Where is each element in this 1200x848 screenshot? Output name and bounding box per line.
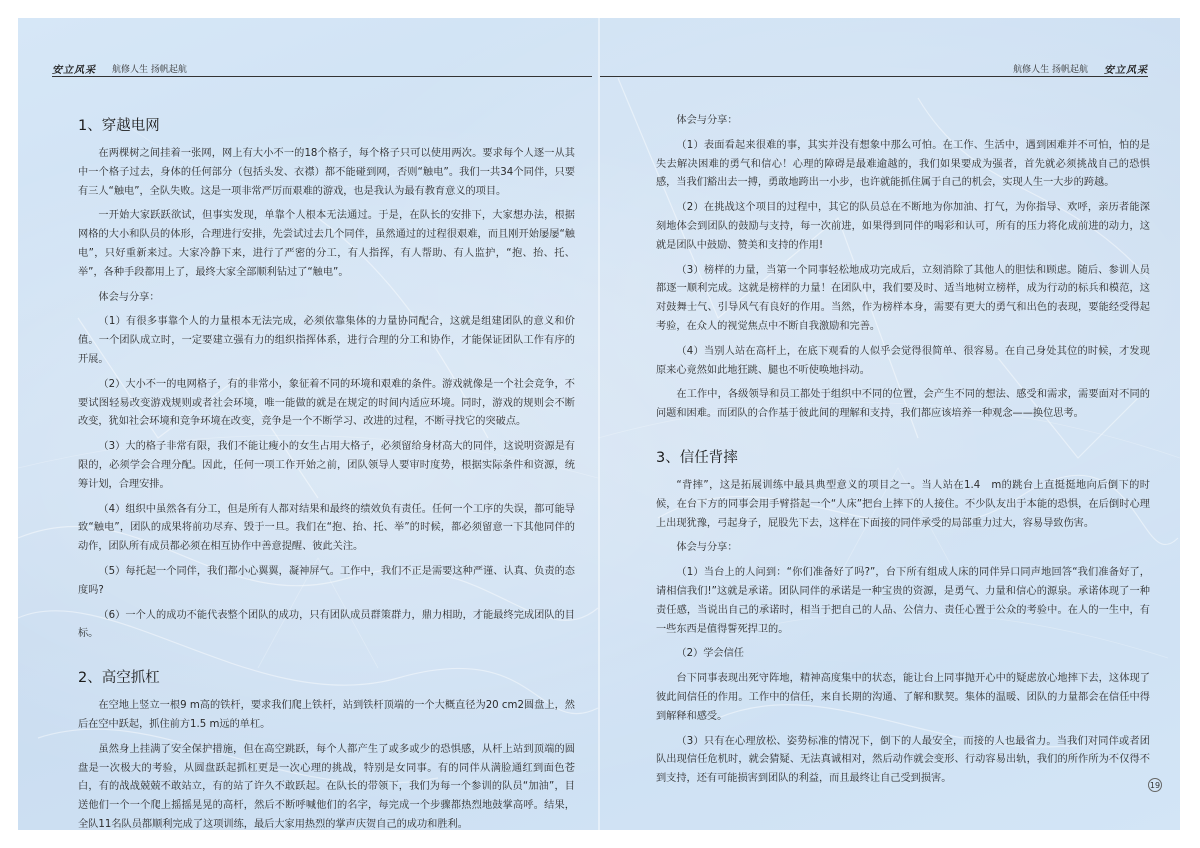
header-rule	[600, 76, 1148, 77]
section-title-2: 2、高空抓杠	[78, 670, 160, 687]
paragraph: 在工作中，各级领导和员工都处于组织中不同的位置，会产生不同的想法、感受和需求，需要面对不同的问题和困难。而团队的合作基于彼此间的理解和支持，我们都应该培养一种观念——换位思考。	[656, 389, 1150, 420]
paragraph: （2）大小不一的电网格子，有的非常小，象征着不同的环境和艰难的条件。游戏就像是一个社会竞争，不要试图轻易改变游戏规则或者社会环境，唯一能做的就是在规定的时间内适应环境。同时，游戏的规则会不断改变，犹如社会环境和竞争环境在改变，竞争是一个不断学习、改进的过程，不断寻找它的突破点。	[78, 378, 575, 428]
paragraph: 在空地上竖立一根9 m高的铁杆，要求我们爬上铁杆，站到铁杆顶端的一个大概直径为20 cm2圆盘上，然后在空中跃起，抓住前方1.5 m远的单杠。	[78, 700, 575, 730]
right-content	[656, 112, 1150, 795]
magazine-spread	[18, 18, 1180, 830]
paragraph: （2）在挑战这个项目的过程中，其它的队员总在不断地为你加油、打气，为你指导、欢呼，亲历者能深刻地体会到团队的鼓励与支持，每一次前进，如果得到同伴的喝彩和认可，所有的压力将化成前进的动力，这就是团队中鼓励、赞美和支持的作用!	[656, 202, 1150, 251]
header-tagline: 航修人生 扬帆起航	[1013, 64, 1088, 75]
paragraph: （2）学会信任	[676, 648, 744, 660]
header-rule	[52, 76, 592, 77]
paragraph: （1）当台上的人问到：“你们准备好了吗?”，台下所有组成人床的同伴异口同声地回答“我们准备好了，请相信我们!”这就是承诺。团队同伴的承诺是一种宝贵的资源，是勇气、力量和信心的源泉。承诺体现了一种责任感，当说出自己的承诺时，相当于把自己的人品、公信力、责任心置于公众的考验中。在人的一生中，有一些东西是值得誓死捍卫的。	[656, 567, 1150, 635]
section-title-1: 1、穿越电网	[78, 118, 160, 134]
left-content	[78, 114, 575, 830]
paragraph: （4）组织中虽然各有分工，但是所有人都对结果和最终的绩效负有责任。任何一个工序的失误，都可能导致“触电”，团队的成果将前功尽弃、毁于一旦。我们在“抱、抬、托、举”的时候，都必须留意一下其他同伴的动作，团队所有成员都必须在相互协作中善意提醒、彼此关注。	[78, 503, 575, 553]
paragraph: 体会与分享：	[676, 542, 738, 554]
paragraph: “背摔”，这是拓展训练中最具典型意义的项目之一。当人站在1.4 m的跳台上直挺挺地向后倒下的时候，在台下方的同事会用手臂搭起一个“人床”把台上摔下的人接住。不少队友出于本能的恐惧，在后倒时心理上出现犹豫，弓起身子，屁股先下去，这样在下面接的同伴承受的局部重力过大，容易导致伤害。	[656, 479, 1150, 529]
left-page	[18, 18, 598, 830]
paragraph: 台下同事表现出死守阵地，精神高度集中的状态，能让台上同事抛开心中的疑虑放心地摔下去，这体现了彼此间信任的作用。工作中的信任，来自长期的沟通、了解和默契。集体的温暖、团队的力量都会在信任中得到解释和感受。	[656, 673, 1150, 722]
paragraph: （1）表面看起来很难的事，其实并没有想象中那么可怕。在工作、生活中，遇到困难并不可怕，怕的是失去解决困难的勇气和信心！心理的障碍是最难逾越的，我们如果要成为强者，首先就必须挑战自己的恐惧感，当我们豁出去一搏，勇敢地跨出一小步，也许就能抓住属于自己的机会，实现人生一大步的跨越。	[656, 139, 1150, 189]
paragraph: 体会与分享：	[676, 115, 738, 126]
right-page	[600, 18, 1180, 830]
paragraph: （6）一个人的成功不能代表整个团队的成功，只有团队成员群策群力，鼎力相助，才能最终完成团队的目标。	[78, 609, 575, 640]
paragraph: 一开始大家跃跃欲试，但事实发现，单靠个人根本无法通过。于是，在队长的安排下，大家想办法，根据网格的大小和队员的体形，合理进行安排，先尝试过去几个同伴，虽然通过的过程很艰难，而且刚开始屡屡“触电”，只好重新来过。大家冷静下来，进行了严密的分工，有人指挥，有人帮助、有人监护，“抱、抬、托、举”，各种手段都用上了，最终大家全部顺利钻过了“触电”。	[78, 210, 575, 278]
right-header	[600, 60, 1148, 76]
paragraph: （3）大的格子非常有限，我们不能让瘦小的女生占用大格子，必须留给身材高大的同伴，这说明资源是有限的，必须学会合理分配。因此，任何一项工作开始之前，团队领导人要审时度势，根据实际条件和资源，统筹计划，合理安排。	[78, 441, 575, 490]
left-header	[52, 60, 592, 76]
paragraph: （1）有很多事靠个人的力量根本无法完成，必须依靠集体的力量协同配合，这就是组建团队的意义和价值。一个团队成立时，一定要建立强有力的组织指挥体系，进行合理的分工和协作，才能保证团队工作有序的开展。	[78, 316, 575, 365]
header-logo: 安立风采	[1104, 64, 1148, 76]
header-tagline: 航修人生 扬帆起航	[112, 64, 187, 75]
paragraph: （5）每托起一个同伴，我们都小心翼翼，凝神屏气。工作中，我们不正是需要这种严谨、认真、负责的态度吗?	[78, 565, 575, 596]
paragraph: （3）榜样的力量，当第一个同事轻松地成功完成后，立刻消除了其他人的胆怯和顾虑。随后、参训人员都逐一顺利完成。这就是榜样的力量！在团队中，我们要及时、适当地树立榜样，成为行动的标兵和模范，这对鼓舞士气、引导风气有良好的作用。当然，作为榜样本身，需要有更大的勇气和出色的表现，要能经受得起考验，在众人的视觉焦点中不断自我激励和完善。	[656, 264, 1150, 332]
paragraph: 体会与分享：	[98, 291, 160, 303]
paragraph: 在两棵树之间挂着一张网，网上有大小不一的18个格子，每个格子只可以使用两次。要求每个人逐一从其中一个格子过去，身体的任何部分（包括头发、衣襟）都不能碰到网，否则“触电”。我们一共34个同伴，只要有三人“触电”，全队失败。这是一项非常严厉而艰难的游戏，也是我认为最有教育意义的项目。	[78, 148, 575, 197]
page-number: 19	[1148, 778, 1162, 792]
section-title-3: 3、信任背摔	[656, 449, 738, 466]
paragraph: （3）只有在心理放松、姿势标准的情况下，倒下的人最安全，而接的人也最省力。当我们对同伴或者团队出现信任危机时，就会猜疑、无法真诚相对，然后动作就会变形、行动容易出轨，我们的所作所为不仅得不到支持，还有可能损害到团队的利益，而且最终让自己受到损害。	[656, 735, 1150, 785]
paragraph: （4）当别人站在高杆上，在底下观看的人似乎会觉得很简单、很容易。在自己身处其位的时候，才发现原来心竟然如此地狂跳、腿也不听使唤地抖动。	[656, 345, 1150, 376]
section-gap	[78, 650, 575, 666]
paragraph: 虽然身上挂满了安全保护措施，但在高空跳跃，每个人都产生了或多或少的恐惧感，从杆上站到顶端的圆盘是一次极大的考验，从圆盘跃起抓杠更是一次心理的挑战，特别是女同事。有的同伴从满脸通红到面色苍白，有的战战兢兢不敢站立，有的站了许久不敢跃起。在队长的带领下，我们为每一个参训的队员“加油”，目送他们一个一个爬上摇摇晃晃的高杆，然后不断呼喊他们的名字，每完成一个步骤都热烈地鼓掌高呼。结果，全队11名队员都顺利完成了这项训练，最后大家用热烈的掌声庆贺自己的成功和胜利。	[78, 743, 575, 830]
header-logo: 安立风采	[52, 64, 96, 76]
section-gap	[656, 430, 1150, 446]
